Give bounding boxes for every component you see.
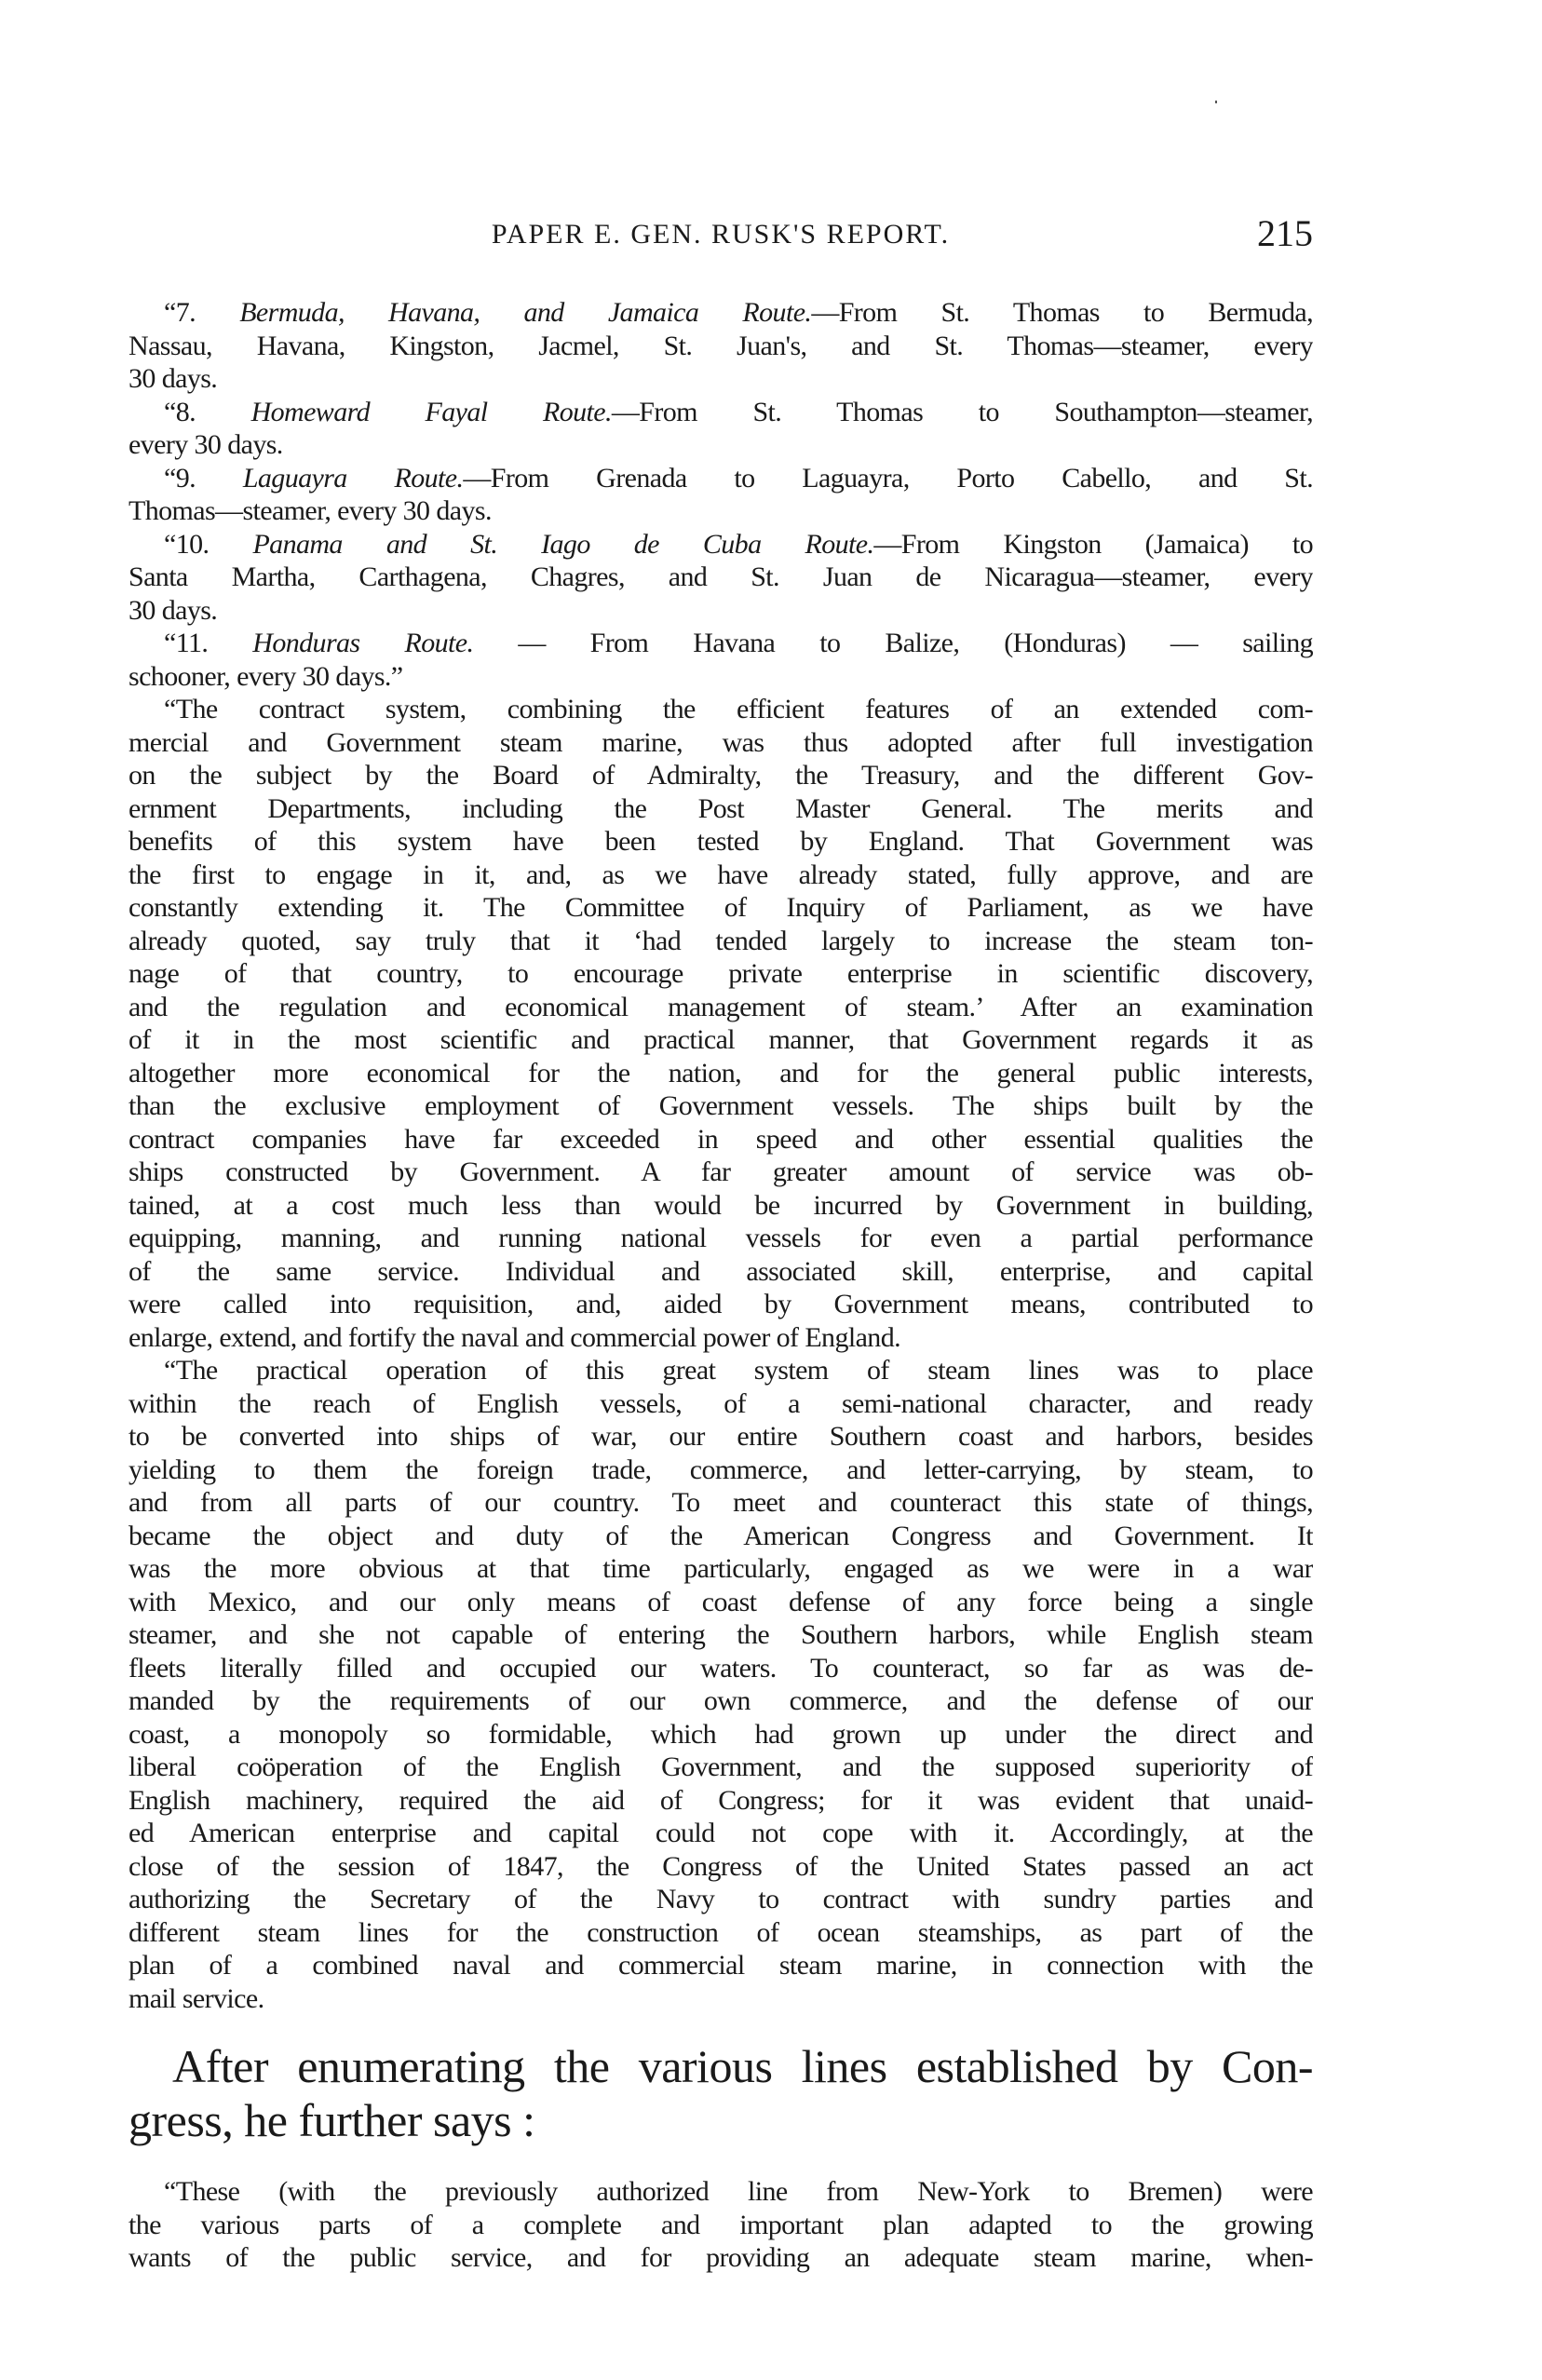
text-line: yielding to them the foreign trade, commerce, and letter-carrying, by steam, to [128,1454,1313,1485]
text-line: “The practical operation of this great system of steam lines was to place [164,1355,1313,1386]
text-line: steamer, and she not capable of entering the Southern harbors, while English steam [128,1619,1313,1650]
text-line: was the more obvious at that time particularly, engaged as we were in a war [128,1553,1313,1584]
text-line: manded by the requirements of our own commerce, and the defense of our [128,1685,1313,1716]
text-line: ships constructed by Government. A far greater amount of service was ob- [128,1156,1313,1187]
text-line: with Mexico, and our only means of coast defense of any force being a single [128,1586,1313,1617]
route-description: —From Grenada to Laguayra, Porto Cabello, and St. [463,462,1313,494]
text-line [128,462,1313,495]
text-line: mail service. [128,1982,264,2014]
text-line: to be converted into ships of war, our entire Southern coast and harbors, besides [128,1421,1313,1452]
route-name: Panama and St. Iago de Cuba Route. [252,528,874,560]
scan-speck [1215,101,1217,103]
text-line: enlarge, extend, and fortify the naval and commercial power of England. [128,1321,901,1353]
route-name: Bermuda, Havana, and Jamaica Route. [239,297,812,328]
text-line: were called into requisition, and, aided by Government means, contributed to [128,1289,1313,1319]
text-line: constantly extending it. The Committee of Inquiry of Parliament, as we have [128,892,1313,923]
text-line [128,528,1313,561]
text-line [128,296,1313,330]
text-line: on the subject by the Board of Admiralty, the Treasury, and the different Gov- [128,760,1313,791]
route-number: “10. [164,528,253,560]
route-description: —From Kingston (Jamaica) to [873,528,1313,560]
text-line: than the exclusive employment of Government vessels. The ships built by the [128,1090,1313,1121]
running-title: PAPER E. GEN. RUSK'S REPORT. [491,219,951,250]
text-line: the first to engage in it, and, as we have already stated, fully approve, and are [128,859,1313,890]
text-line: close of the session of 1847, the Congress of the United States passed an act [128,1850,1313,1882]
text-line: fleets literally filled and occupied our waters. To counteract, so far as was de- [128,1652,1313,1684]
text-line: different steam lines for the construction of ocean steamships, as part of the [128,1916,1313,1948]
text-line: mercial and Government steam marine, was thus adopted after full investigation [128,726,1313,758]
route-description: —From St. Thomas to Southampton—steamer, [611,396,1313,427]
text-line: ernment Departments, including the Post Master General. The merits and [128,792,1313,824]
text-line: of it in the most scientific and practical manner, that Government regards it as [128,1024,1313,1055]
text-line: ed American enterprise and capital could not cope with it. Accordingly, at the [128,1818,1313,1848]
text-line: 30 days. [128,594,218,626]
text-line: already quoted, say truly that it ‘had tended largely to increase the steam ton- [128,925,1313,956]
route-number: “7. [164,297,240,328]
running-head [128,212,1313,257]
heading-line: gress, he further says : [128,2094,535,2146]
text-line: “These (with the previously authorized line from New-York to Bremen) were [164,2176,1313,2207]
text-line: tained, at a cost much less than would be incurred by Government in building, [128,1189,1313,1221]
text-line: contract companies have far exceeded in speed and other essential qualities the [128,1123,1313,1155]
text-line: English machinery, required the aid of Congress; for it was evident that unaid- [128,1784,1313,1816]
text-line: every 30 days. [128,429,283,460]
text-line: became the object and duty of the American Congress and Government. It [128,1520,1313,1551]
text-line: Thomas—steamer, every 30 days. [128,495,492,526]
text-line: equipping, manning, and running national vessels for even a partial performance [128,1223,1313,1253]
text-line: authorizing the Secretary of the Navy to contract with sundry parties and [128,1884,1313,1914]
route-number: “11. [164,628,253,658]
text-line: Santa Martha, Carthagena, Chagres, and St. Juan de Nicaragua—steamer, every [128,561,1313,592]
text-line: schooner, every 30 days.” [128,660,403,692]
route-number: “8. [164,396,251,427]
text-line: Nassau, Havana, Kingston, Jacmel, St. Juan's, and St. Thomas—steamer, every [128,330,1313,361]
text-line: benefits of this system have been tested by England. That Government was [128,826,1313,857]
route-description: —From St. Thomas to Bermuda, [811,297,1313,328]
text-line: and the regulation and economical management of steam.’ After an examination [128,991,1313,1022]
text-line: “The contract system, combining the efficient features of an extended com- [164,694,1313,724]
text-line [128,396,1313,429]
page-number: 215 [1257,212,1313,254]
text-line: within the reach of English vessels, of a semi-national character, and ready [128,1387,1313,1419]
text-line: altogether more economical for the nation, and for the general public interests, [128,1057,1313,1089]
route-name: Homeward Fayal Route. [250,396,612,427]
body-text [128,296,1313,2015]
section-heading [128,2039,1313,2147]
route-name: Laguayra Route. [242,462,464,494]
text-line: plan of a combined naval and commercial steam marine, in connection with the [128,1950,1313,1981]
route-description: — From Havana to Balize, (Honduras) — sailing [473,628,1313,658]
heading-line: After enumerating the various lines established by Con- [172,2040,1313,2092]
text-line: the various parts of a complete and important plan adapted to the growing [128,2209,1313,2240]
route-number: “9. [164,462,243,494]
text-line: and from all parts of our country. To meet and counteract this state of things, [128,1487,1313,1518]
text-flow [128,296,1313,2275]
text-line: wants of the public service, and for providing an adequate steam marine, when- [128,2242,1313,2273]
quote-paragraph [128,2175,1313,2275]
route-name: Honduras Route. [252,628,474,658]
text-line: 30 days. [128,363,218,394]
text-line: nage of that country, to encourage private enterprise in scientific discovery, [128,958,1313,989]
text-line: liberal coöperation of the English Government, and the supposed superiority of [128,1751,1313,1782]
text-line [128,627,1313,660]
text-line: coast, a monopoly so formidable, which had grown up under the direct and [128,1718,1313,1750]
text-line: of the same service. Individual and associated skill, enterprise, and capital [128,1255,1313,1287]
